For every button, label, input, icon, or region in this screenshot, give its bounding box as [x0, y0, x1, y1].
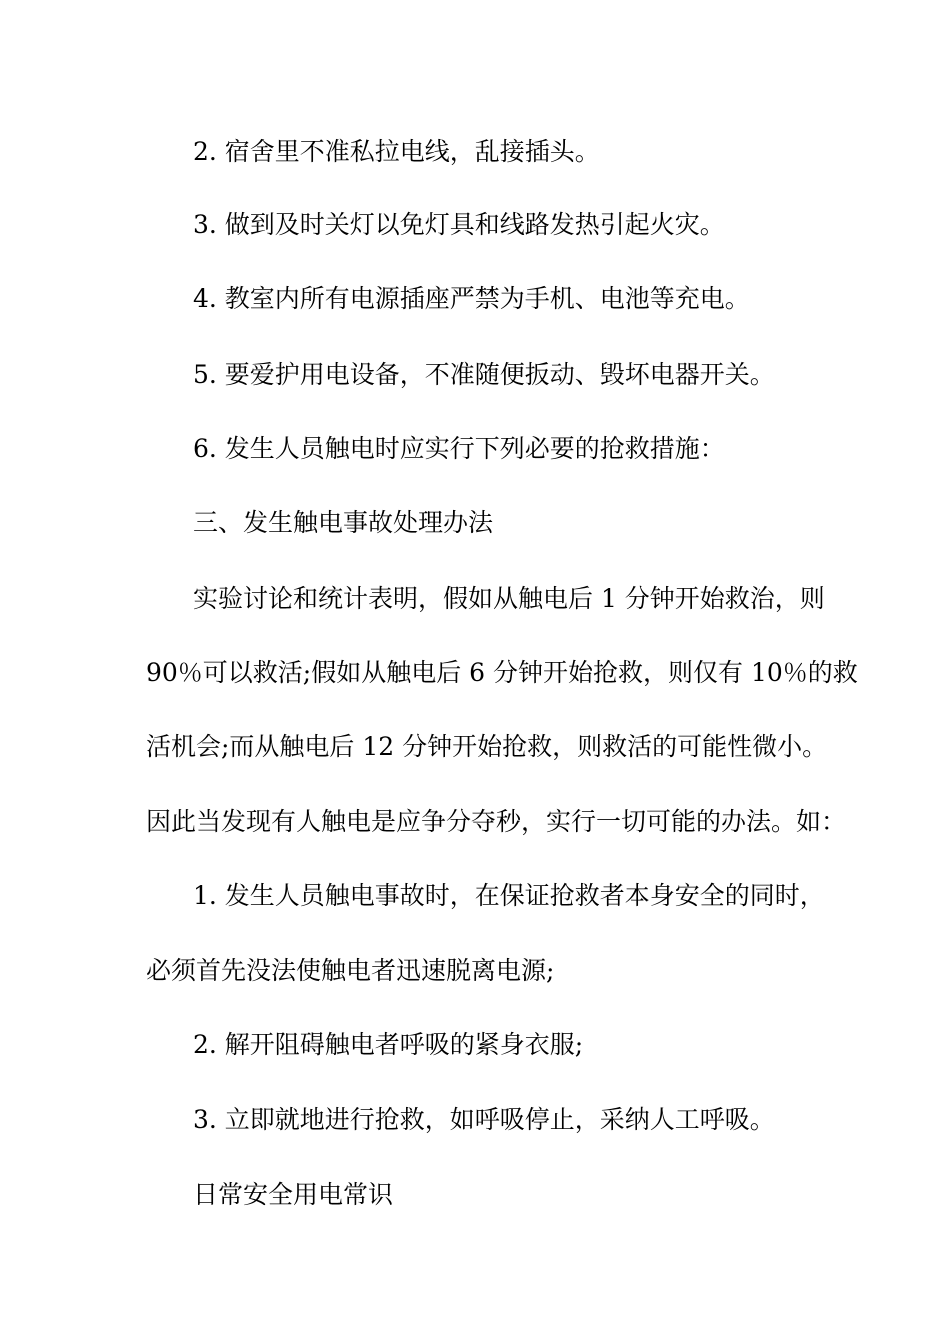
rule-item-3: 3. 做到及时关灯以免灯具和线路发热引起火灾。	[193, 210, 725, 239]
rescue-step-1-line-2: 必须首先没法使触电者迅速脱离电源;	[146, 956, 555, 985]
section-heading-3: 三、发生触电事故处理办法	[193, 508, 494, 537]
section-heading-daily-safety: 日常安全用电常识	[193, 1180, 394, 1209]
rescue-step-1-line-1: 1. 发生人员触电事故时，在保证抢救者本身安全的同时，	[193, 881, 825, 910]
rule-item-6: 6. 发生人员触电时应实行下列必要的抢救措施：	[193, 434, 725, 463]
rescue-step-2: 2. 解开阻碍触电者呼吸的紧身衣服;	[193, 1030, 584, 1059]
body-paragraph-line-3: 活机会;而从触电后 12 分钟开始抢救，则救活的可能性微小。	[146, 732, 828, 761]
body-paragraph-line-2: 90％可以救活;假如从触电后 6 分钟开始抢救，则仅有 10％的救	[146, 658, 858, 687]
body-paragraph-line-4: 因此当发现有人触电是应争分夺秒，实行一切可能的办法。如：	[146, 807, 847, 836]
rule-item-2: 2. 宿舍里不准私拉电线，乱接插头。	[193, 137, 600, 166]
rule-item-4: 4. 教室内所有电源插座严禁为手机、电池等充电。	[193, 284, 750, 313]
rule-item-5: 5. 要爱护用电设备，不准随便扳动、毁坏电器开关。	[193, 360, 775, 389]
body-paragraph-line-1: 实验讨论和统计表明，假如从触电后 1 分钟开始救治，则	[193, 584, 825, 613]
rescue-step-3: 3. 立即就地进行抢救，如呼吸停止，采纳人工呼吸。	[193, 1105, 775, 1134]
